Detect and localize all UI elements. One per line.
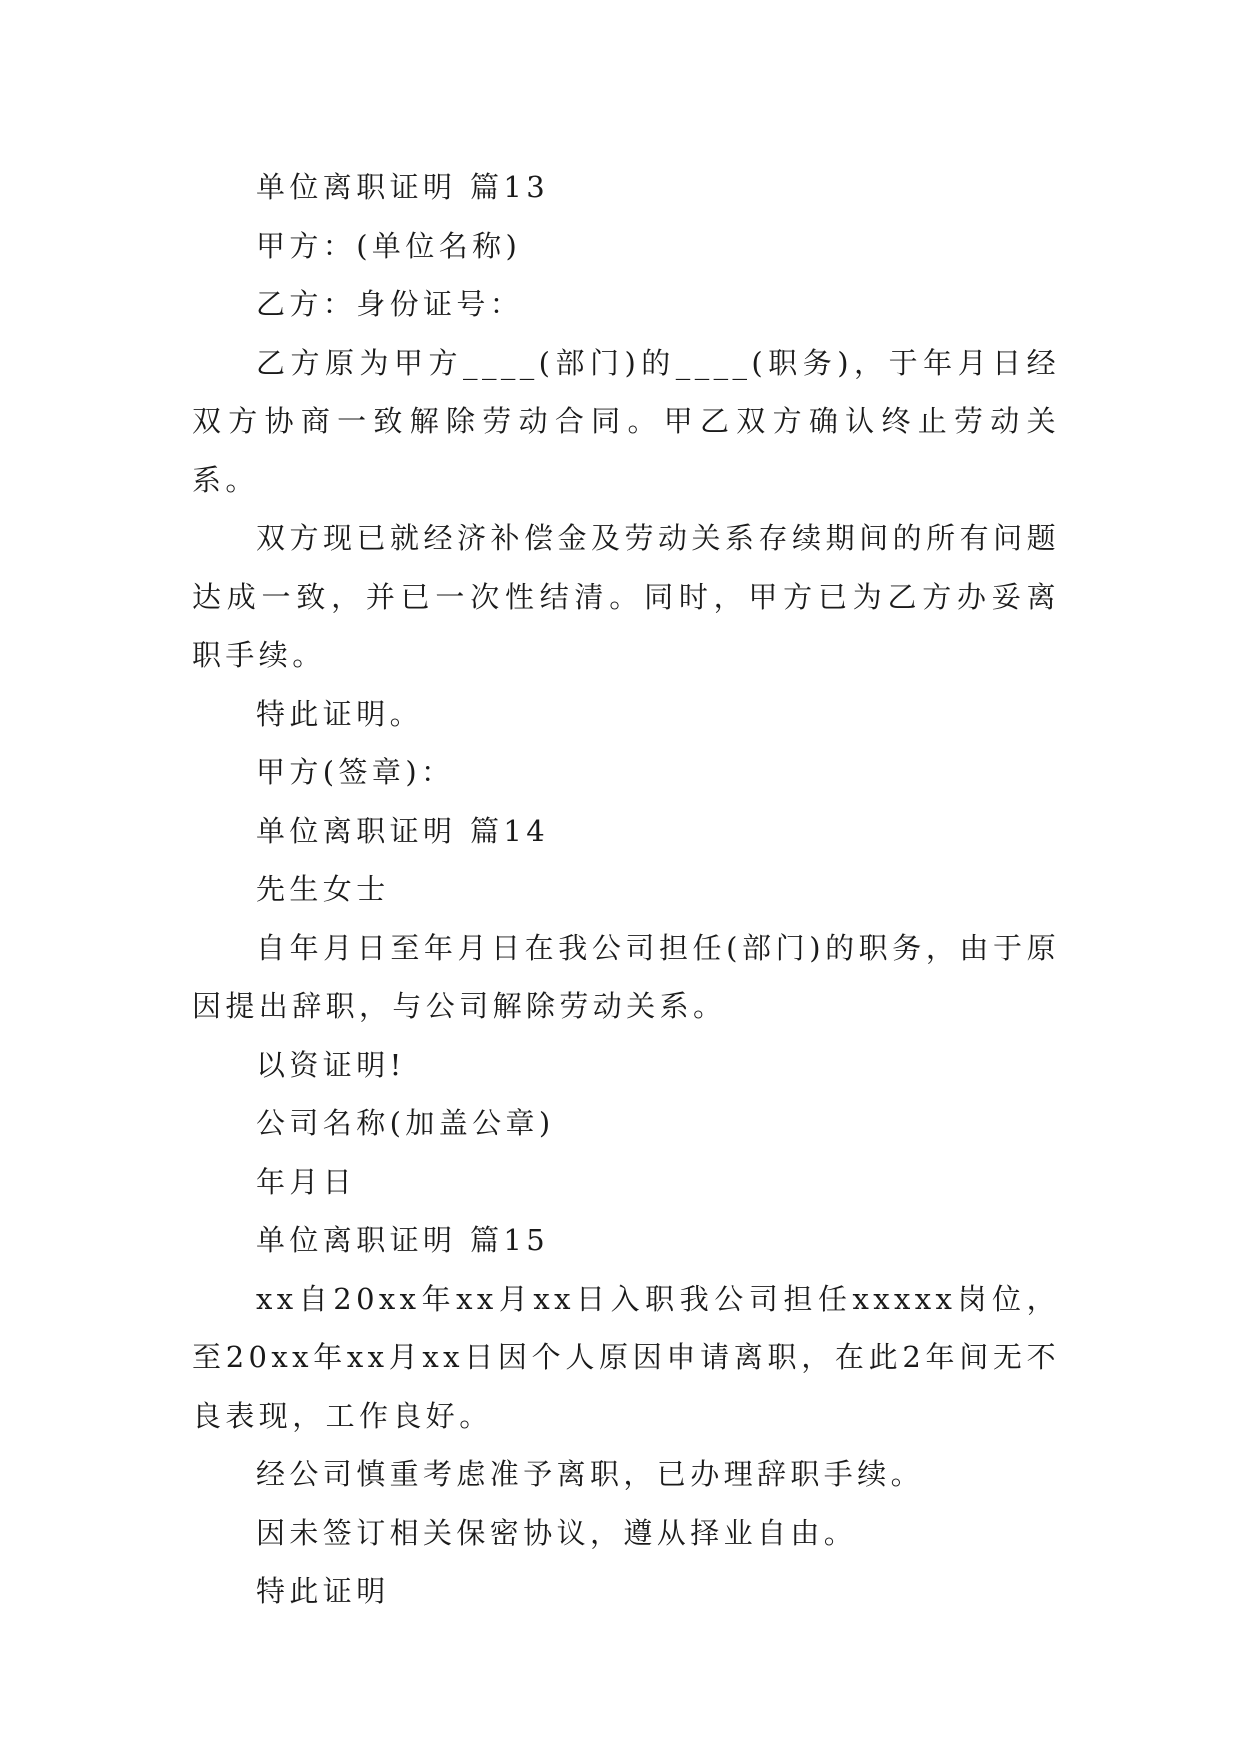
section-heading-13: 单位离职证明 篇13 (256, 170, 550, 204)
paragraph-contract-termination: 乙方原为甲方____(部门)的____(职务)，于年月日经双方协商一致解除劳动合同。甲乙双方确认终止劳动关系。 (192, 345, 1060, 497)
paragraph-settlement: 双方现已就经济补偿金及劳动关系存续期间的所有问题达成一致，并已一次性结清。同时，甲方已为乙方办妥离职手续。 (192, 521, 1060, 672)
party-a-signature-line: 甲方(签章)： (256, 755, 455, 789)
section-heading-15: 单位离职证明 篇15 (256, 1223, 550, 1257)
attestation-line: 以资证明! (256, 1047, 406, 1082)
company-seal-line: 公司名称(加盖公章) (256, 1106, 555, 1140)
date-line: 年月日 (256, 1164, 357, 1199)
section-heading-14: 单位离职证明 篇14 (256, 813, 550, 848)
closing-certification-line: 特此证明 (256, 1574, 390, 1608)
certification-line: 特此证明。 (256, 696, 424, 731)
paragraph-approval: 经公司慎重考虑准予离职，已办理辞职手续。 (256, 1457, 925, 1491)
paragraph-resignation: 自年月日至年月日在我公司担任(部门)的职务，由于原因提出辞职，与公司解除劳动关系。 (192, 930, 1060, 1023)
document-body (192, 158, 1060, 1621)
salutation-line: 先生女士 (256, 872, 390, 906)
party-a-line: 甲方：(单位名称) (256, 228, 522, 263)
paragraph-employment-period: xx自20xx年xx月xx日入职我公司担任xxxxx岗位，至20xx年xx月xx日因个人原因申请离职，在此2年间无不良表现，工作良好。 (192, 1281, 1060, 1433)
paragraph-confidentiality: 因未签订相关保密协议，遵从择业自由。 (256, 1515, 858, 1550)
party-b-line: 乙方：身份证号： (256, 287, 524, 321)
